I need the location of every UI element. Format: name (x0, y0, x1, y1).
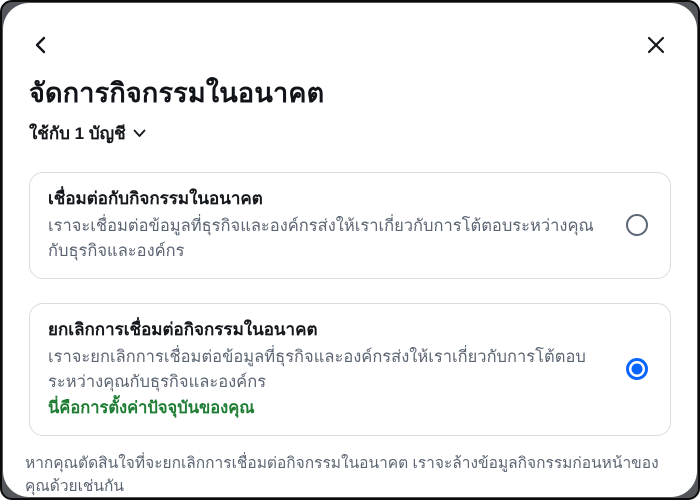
account-scope-label: ใช้กับ 1 บัญชี (29, 123, 126, 143)
footer-disclaimer: หากคุณตัดสินใจที่จะยกเลิกการเชื่อมต่อกิจกรรมในอนาคต เราจะล้างข้อมูล​กิจกรรม​ก่อนหน้า​ของคุณ​ด้วยเช่น​กัน (25, 455, 659, 496)
radio-selected[interactable] (626, 358, 648, 380)
chevron-left-icon (32, 36, 50, 54)
back-button[interactable] (29, 33, 53, 57)
radio-unselected[interactable] (626, 214, 648, 236)
option-description: เราจะเชื่อมต่อข้อมูลที่ธุรกิจและองค์กรส่งให้เรา​เกี่ยวกับ​การโต้ตอบ​ระหว่างคุณกับ​ธุรกิจและองค์กร (48, 217, 594, 260)
option-text (48, 186, 610, 264)
chevron-down-icon (133, 123, 146, 143)
option-disconnect-future-activity[interactable] (29, 303, 671, 437)
manage-future-activity-dialog (3, 3, 697, 497)
close-icon (646, 35, 666, 55)
current-setting-note: นี่คือการตั้งค่าปัจจุบันของคุณ (48, 399, 255, 418)
dialog-nav (29, 3, 671, 55)
page-title: จัดการกิจกรรมในอนาคต (29, 78, 325, 108)
option-title: เชื่อมต่อกับกิจกรรมในอนาคต (48, 188, 263, 208)
option-connect-future-activity[interactable] (29, 172, 671, 279)
option-title: ยกเลิกการเชื่อมต่อกิจกรรมในอนาคต (48, 319, 318, 339)
option-description: เราจะยกเลิกการเชื่อมต่อข้อมูลที่ธุรกิจและองค์กรส่งให้เรา​เกี่ยวกับ​การโต้ตอบ​ระหว่างคุณกับธุรกิจและองค์กร (48, 347, 586, 391)
option-text (48, 317, 610, 422)
close-button[interactable] (644, 33, 668, 57)
account-scope-dropdown[interactable] (29, 120, 146, 147)
